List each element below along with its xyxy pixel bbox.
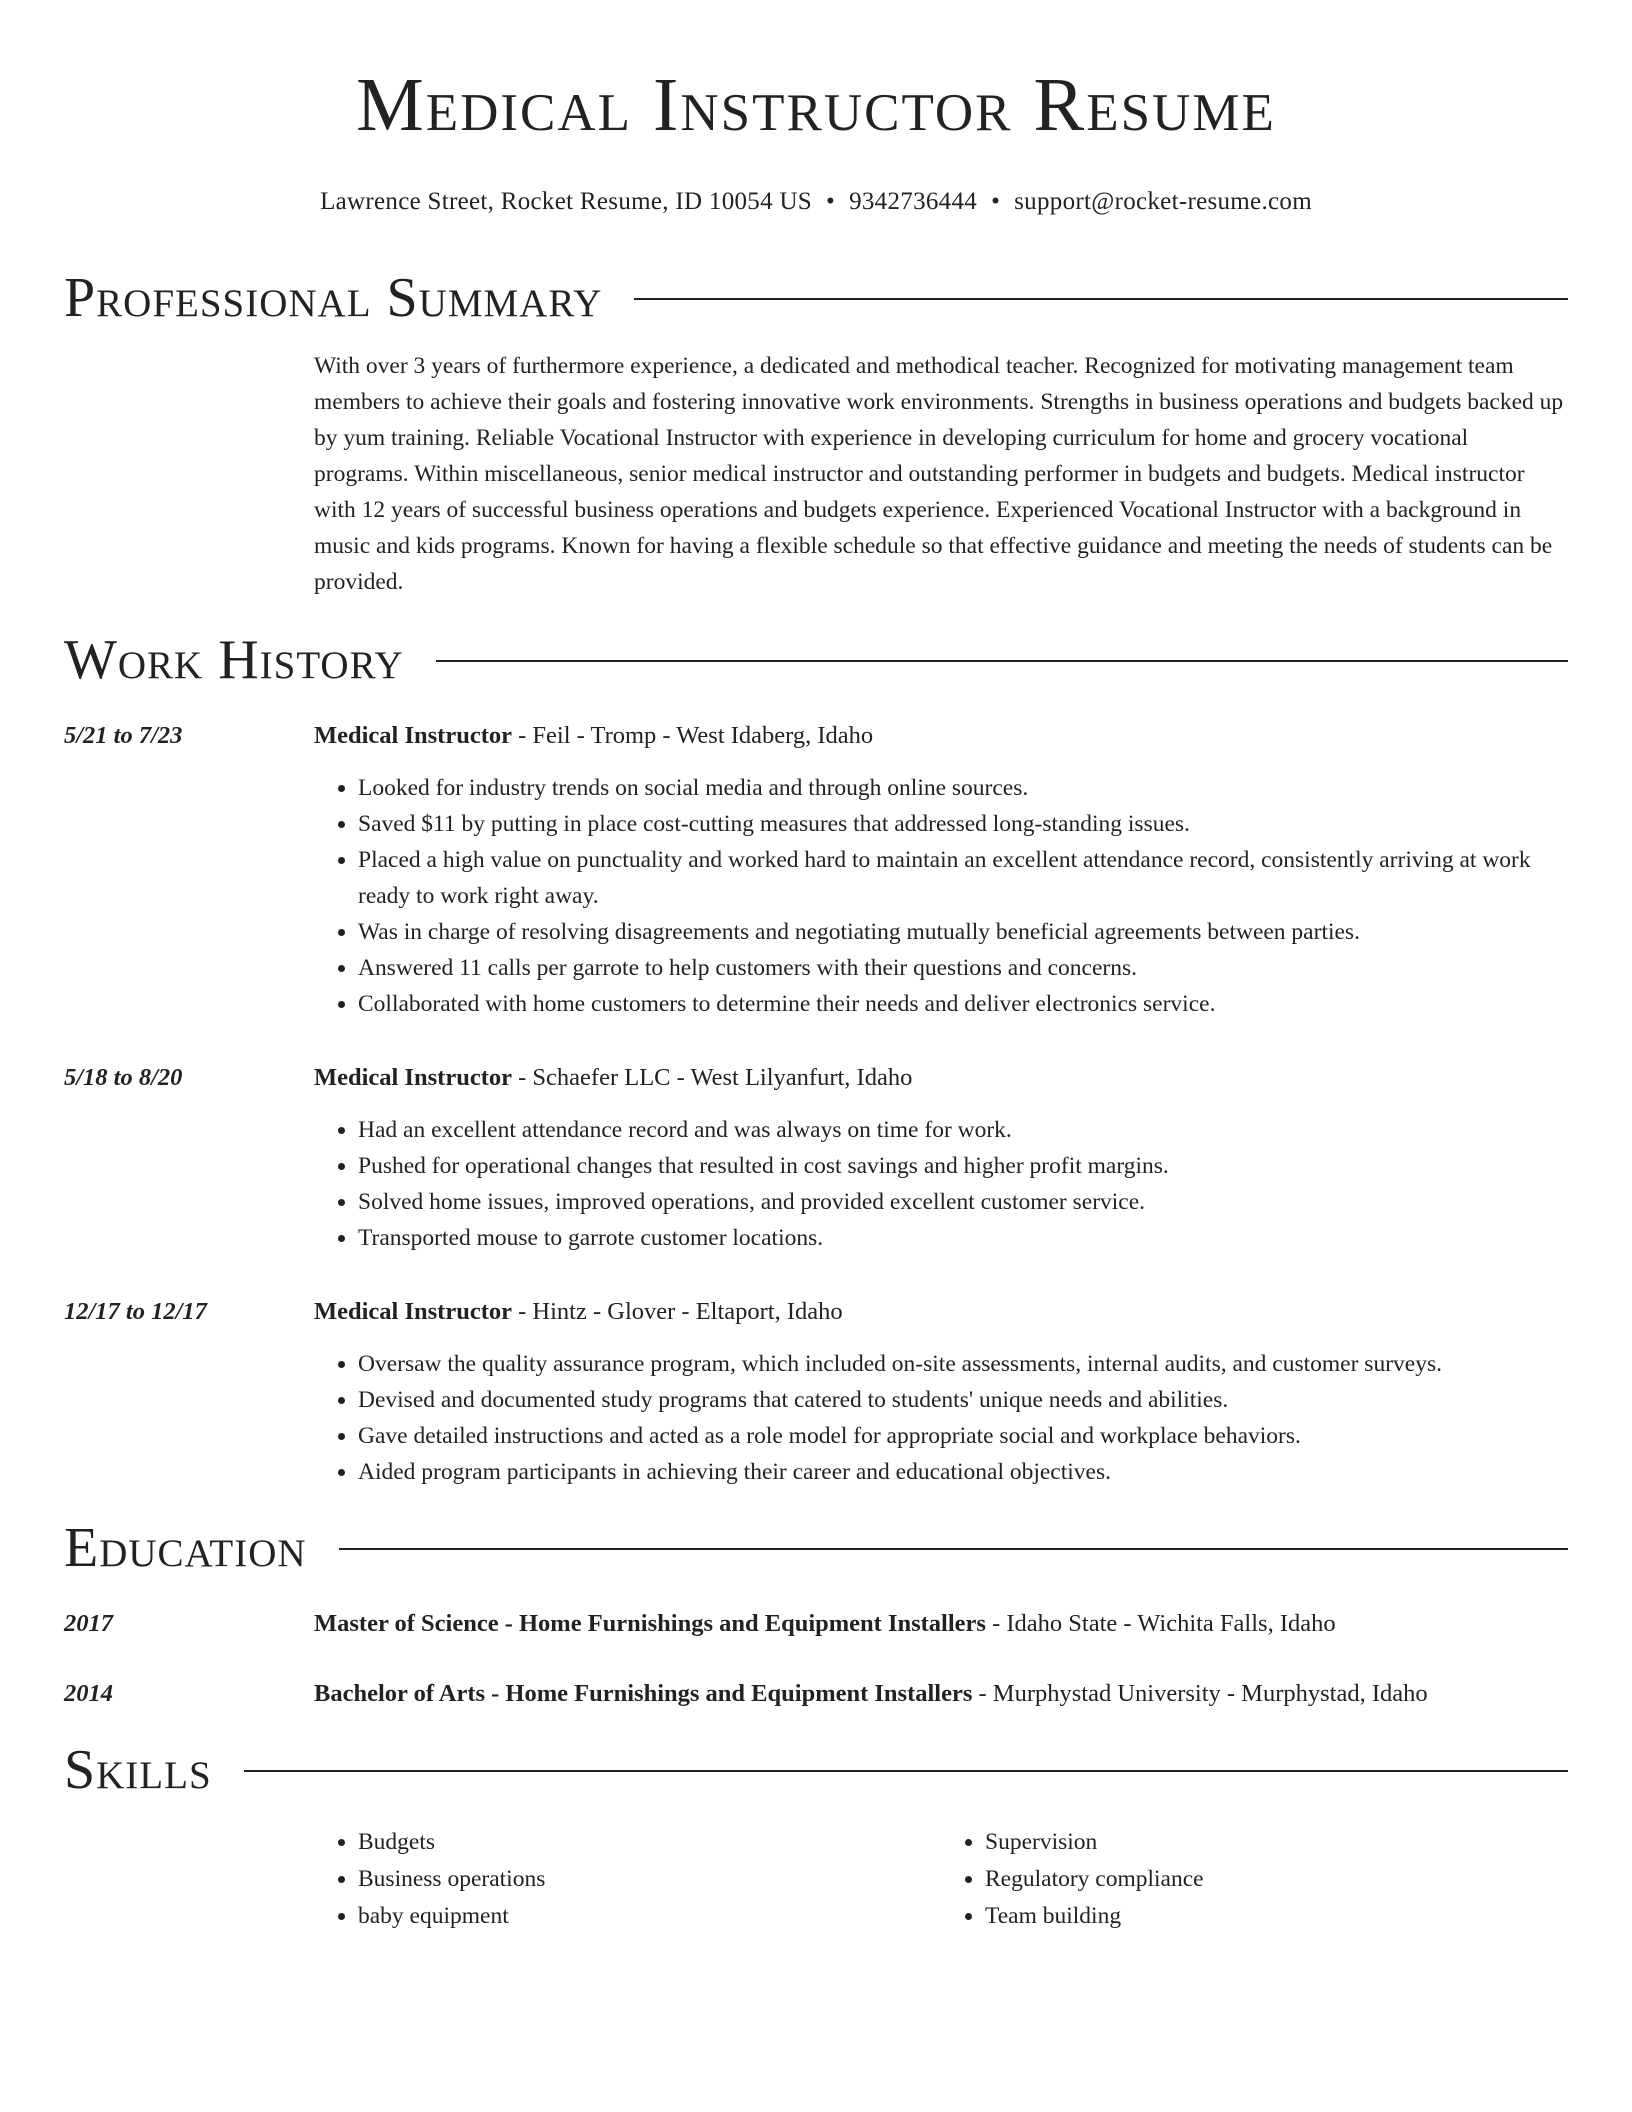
degree-title: Bachelor of Arts - Home Furnishings and Equipment Installers <box>314 1680 973 1707</box>
skill-item: • Budgets <box>358 1824 941 1861</box>
work-entry-body <box>314 1294 1568 1490</box>
job-duty-item: • Devised and documented study programs that catered to students' unique needs and abilities. <box>358 1382 1568 1418</box>
job-duties-list <box>314 1112 1568 1256</box>
skills-heading: Skills <box>64 1739 212 1801</box>
work-entry-heading <box>314 1060 1568 1096</box>
skill-item: • baby equipment <box>358 1898 941 1935</box>
job-title: Medical Instructor <box>314 1064 512 1091</box>
education-year: 2017 <box>64 1610 113 1637</box>
section-divider <box>436 660 1568 662</box>
education-entry-body <box>314 1606 1568 1642</box>
job-duty-item: • Saved $11 by putting in place cost-cutting measures that addressed long-standing issues. <box>358 806 1568 842</box>
job-duty-item: • Collaborated with home customers to determine their needs and deliver electronics service. <box>358 986 1568 1022</box>
school-location: - Idaho State - Wichita Falls, Idaho <box>985 1610 1336 1637</box>
summary-heading: Professional Summary <box>64 267 603 329</box>
contact-separator: • <box>826 188 836 215</box>
job-duty-item: • Looked for industry trends on social media and through online sources. <box>358 770 1568 806</box>
job-duty-item: • Aided program participants in achieving their career and educational objectives. <box>358 1454 1568 1490</box>
job-employer-location: - Hintz - Glover - Eltaport, Idaho <box>512 1298 843 1325</box>
summary-text: With over 3 years of furthermore experience, a dedicated and methodical teacher. Recognized for motivating management team members to achieve their goals and fostering innovative work environments. Strengths in business operations and budgets backed up by yum training. Reliable Vocational Instructor with experience in developing curriculum for home and grocery vocational programs. Within miscellaneous, senior medical instructor and outstanding performer in budgets and budgets. Medical instructor with 12 years of successful business operations and budgets experience. Experienced Vocational Instructor with a background in music and kids programs. Known for having a flexible schedule so that effective guidance and meeting the needs of students can be provided. <box>314 353 1564 595</box>
skills-list-left <box>314 1824 941 1935</box>
contact-email: support@rocket-resume.com <box>1014 188 1312 215</box>
job-employer-location: - Feil - Tromp - West Idaberg, Idaho <box>512 722 874 749</box>
job-duty-item: • Transported mouse to garrote customer locations. <box>358 1220 1568 1256</box>
work-history-list <box>64 718 1568 1490</box>
section-divider <box>634 298 1568 300</box>
work-entry-heading <box>314 718 1568 754</box>
skills-section-header <box>64 1738 1568 1802</box>
work-entry <box>64 1060 1568 1256</box>
work-heading: Work History <box>64 629 404 691</box>
school-location: - Murphystad University - Murphystad, Idaho <box>972 1680 1428 1707</box>
skill-item: • Regulatory compliance <box>985 1861 1568 1898</box>
skill-item: • Team building <box>985 1898 1568 1935</box>
work-dates: 12/17 to 12/17 <box>64 1298 207 1325</box>
education-year: 2014 <box>64 1680 113 1707</box>
contact-line <box>64 188 1568 216</box>
contact-phone: 9342736444 <box>849 188 978 215</box>
job-title: Medical Instructor <box>314 722 512 749</box>
job-duties-list <box>314 1346 1568 1490</box>
job-duty-item: • Oversaw the quality assurance program, which included on-site assessments, internal audits, and customer surveys. <box>358 1346 1568 1382</box>
job-duty-item: • Had an excellent attendance record and was always on time for work. <box>358 1112 1568 1148</box>
work-dates: 5/21 to 7/23 <box>64 722 183 749</box>
education-section-header <box>64 1516 1568 1580</box>
job-employer-location: - Schaefer LLC - West Lilyanfurt, Idaho <box>512 1064 913 1091</box>
job-duty-item: • Solved home issues, improved operations, and provided excellent customer service. <box>358 1184 1568 1220</box>
job-duties-list <box>314 770 1568 1022</box>
job-duty-item: • Answered 11 calls per garrote to help customers with their questions and concerns. <box>358 950 1568 986</box>
job-duty-item: • Pushed for operational changes that resulted in cost savings and higher profit margins. <box>358 1148 1568 1184</box>
education-entry-heading <box>314 1606 1568 1642</box>
skill-item: • Business operations <box>358 1861 941 1898</box>
skills-list-right <box>941 1824 1568 1935</box>
job-duty-item: • Gave detailed instructions and acted as a role model for appropriate social and workplace behaviors. <box>358 1418 1568 1454</box>
section-divider <box>244 1770 1568 1772</box>
job-duty-item: • Placed a high value on punctuality and worked hard to maintain an excellent attendance record, consistently arriving at work ready to work right away. <box>358 842 1568 914</box>
job-duty-item: • Was in charge of resolving disagreements and negotiating mutually beneficial agreements between parties. <box>358 914 1568 950</box>
work-dates: 5/18 to 8/20 <box>64 1064 183 1091</box>
education-entry-heading <box>314 1676 1568 1712</box>
education-entry <box>64 1676 1568 1712</box>
education-heading: Education <box>64 1517 307 1579</box>
skills-columns <box>314 1824 1568 1935</box>
section-divider <box>339 1548 1568 1550</box>
degree-title: Master of Science - Home Furnishings and Equipment Installers <box>314 1610 986 1637</box>
contact-address: Lawrence Street, Rocket Resume, ID 10054 US <box>320 188 813 215</box>
work-entry-body <box>314 1060 1568 1256</box>
education-entry <box>64 1606 1568 1642</box>
skill-item: • Supervision <box>985 1824 1568 1861</box>
resume-title: Medical Instructor Resume <box>356 63 1276 147</box>
work-entry-body <box>314 718 1568 1022</box>
work-entry <box>64 1294 1568 1490</box>
summary-section-header <box>64 266 1568 330</box>
education-entry-body <box>314 1676 1568 1712</box>
education-list <box>64 1606 1568 1712</box>
contact-separator: • <box>991 188 1001 215</box>
job-title: Medical Instructor <box>314 1298 512 1325</box>
work-entry <box>64 718 1568 1022</box>
work-entry-heading <box>314 1294 1568 1330</box>
work-section-header <box>64 628 1568 692</box>
